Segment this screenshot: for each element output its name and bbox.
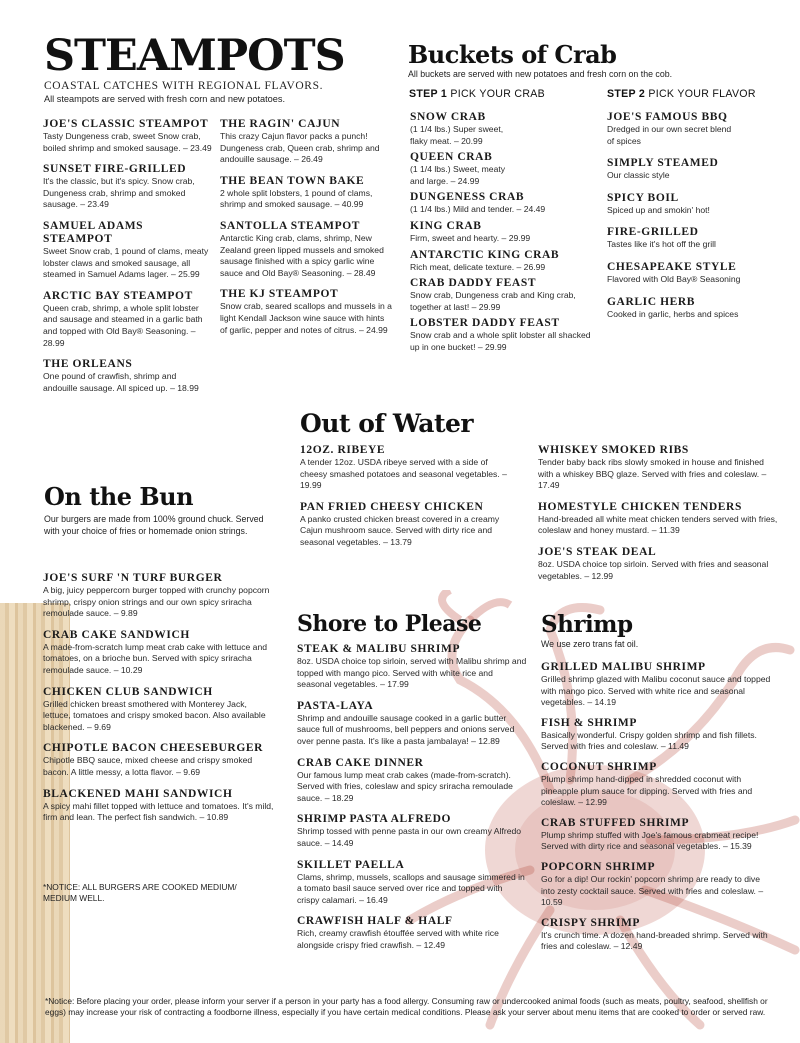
item-desc: Plump shrimp hand-dipped in shredded coconut with pineapple plum sauce for dipping. Served with fries and coleslaw. – 12.99 — [541, 773, 753, 808]
item-desc: 8oz. USDA choice top sirloin, served with Malibu shrimp and topped with mango pico. Served with white rice and seasonal vegetables. – 17.99 — [297, 656, 527, 690]
buckets-title: Buckets of Crab — [408, 40, 617, 69]
item-desc: Grilled chicken breast smothered with Monterey Jack, lettuce, tomatoes and crispy smoked bacon. Also available blackened. – 9.69 — [43, 698, 266, 732]
item-name: SAMUEL ADAMS STEAMPOT — [43, 219, 144, 245]
item-name: JOE'S SURF 'N TURF BURGER — [43, 572, 223, 584]
buckets-note: All buckets are served with new potatoes and fresh corn on the cob. — [408, 69, 673, 79]
item-name: CHESAPEAKE STYLE — [607, 260, 737, 273]
item-desc: Rich, creamy crawfish étouffée served with white rice alongside crispy fried crawfish. – 12.49 — [297, 928, 499, 950]
item-desc: A panko crusted chicken breast covered in a creamy Cajun mushroom sauce. Served with dirty rice and seasonal vegetables. – 13.79 — [300, 513, 500, 547]
item-name: HOMESTYLE CHICKEN TENDERS — [538, 500, 742, 513]
menu-item — [541, 861, 776, 909]
item-name: THE KJ STEAMPOT — [220, 288, 339, 301]
buckets-header — [408, 42, 788, 80]
steampots-header — [44, 31, 394, 105]
item-name: THE RAGIN' CAJUN — [220, 118, 341, 130]
menu-item — [538, 546, 778, 582]
item-desc: Sweet Snow crab, 1 pound of clams, meaty lobster claws and smoked sausage, all steamed in Samuel Adams lager. – 25.99 — [43, 245, 209, 280]
item-desc: (1 1/4 lbs.) Super sweet, flaky meat. – 20.99 — [410, 124, 504, 146]
item-name: JOE'S CLASSIC STEAMPOT — [43, 118, 209, 130]
step-1-bold: STEP 1 — [409, 88, 448, 100]
item-name: FISH & SHRIMP — [541, 716, 637, 729]
item-name: GARLIC HERB — [607, 295, 696, 308]
menu-item — [410, 277, 600, 313]
menu-item — [607, 157, 787, 182]
step-2-text: PICK YOUR FLAVOR — [648, 88, 756, 100]
item-name: ANTARCTIC KING CRAB — [410, 248, 560, 261]
menu-item — [410, 317, 600, 353]
shrimp-header — [541, 612, 781, 650]
item-desc: Snow crab, seared scallops and mussels in a light Kendall Jackson wine sauce with hints of garlic, pepper and notes of citrus. – 24.99 — [220, 301, 392, 335]
steampots-note: All steampots are served with fresh corn and new potatoes. — [44, 94, 286, 104]
item-name: SPICY BOIL — [607, 191, 679, 204]
item-name: SHRIMP PASTA ALFREDO — [297, 813, 452, 826]
item-name: CRAWFISH HALF & HALF — [297, 915, 453, 928]
item-desc: It's the classic, but it's spicy. Snow crab, Dungeness crab, shrimp and smoked sausage. – 23.49 — [43, 176, 195, 210]
menu-item — [300, 501, 510, 549]
menu-item — [607, 261, 787, 286]
item-desc: Tasty Dungeness crab, sweet Snow crab, boiled shrimp and smoked sausage. – 23.49 — [43, 131, 212, 153]
item-name: 12OZ. RIBEYE — [300, 444, 386, 456]
item-name: PASTA-LAYA — [297, 699, 374, 712]
item-desc: This crazy Cajun flavor packs a punch! Dungeness crab, Queen crab, shrimp and andouille sausage. – 26.49 — [220, 131, 380, 165]
item-name: GRILLED MALIBU SHRIMP — [541, 661, 706, 673]
item-name: SANTOLLA STEAMPOT — [220, 219, 361, 232]
menu-item — [607, 296, 787, 321]
item-desc: Chipotle BBQ sauce, mixed cheese and crispy smoked bacon. A little messy, a lotta flavor. – 9.69 — [43, 755, 253, 777]
item-desc: Tastes like it's hot off the grill — [607, 239, 716, 250]
menu-item — [43, 686, 275, 734]
burger-notice: *NOTICE: ALL BURGERS ARE COOKED MEDIUM/ MEDIUM WELL. — [43, 882, 237, 904]
menu-item — [43, 629, 275, 677]
item-name: WHISKEY SMOKED RIBS — [538, 444, 689, 456]
item-desc: Flavored with Old Bay® Seasoning — [607, 273, 741, 284]
item-name: CRAB CAKE DINNER — [297, 756, 424, 769]
item-desc: Spiced up and smokin' hot! — [607, 204, 710, 215]
menu-item — [607, 226, 787, 251]
item-name: SKILLET PAELLA — [297, 858, 405, 871]
shore-title: Shore to Please — [297, 611, 482, 637]
item-desc: 2 whole split lobsters, 1 pound of clams, shrimp and smoked sausage. – 40.99 — [220, 187, 373, 210]
menu-item — [541, 917, 776, 953]
menu-item — [297, 757, 527, 805]
menu-item — [300, 444, 510, 492]
item-name: POPCORN SHRIMP — [541, 860, 656, 873]
menu-item — [538, 444, 778, 492]
menu-item — [297, 643, 527, 691]
out-of-water-column-2 — [538, 444, 778, 591]
menu-item — [220, 288, 392, 336]
item-name: CRAB DADDY FEAST — [410, 277, 537, 290]
menu-item — [297, 915, 527, 951]
menu-item — [541, 717, 776, 753]
menu-item — [220, 175, 392, 211]
item-desc: 8oz. USDA choice top sirloin. Served with fries and seasonal vegetables. – 12.99 — [538, 558, 769, 581]
on-the-bun-title: On the Bun — [44, 482, 194, 511]
item-desc: Shrimp tossed with penne pasta in our own creamy Alfredo sauce. – 14.49 — [297, 826, 522, 848]
item-name: CRAB CAKE SANDWICH — [43, 628, 190, 641]
menu-item — [43, 742, 275, 778]
item-desc: Snow crab, Dungeness crab and King crab, together at last! – 29.99 — [410, 290, 576, 312]
step-1-text: PICK YOUR CRAB — [450, 88, 546, 100]
item-desc: Cooked in garlic, herbs and spices — [607, 308, 739, 319]
out-of-water-column-1 — [300, 444, 510, 558]
item-desc: Hand-breaded all white meat chicken tenders served with fries, coleslaw and honey mustard. – 11.39 — [538, 513, 778, 536]
menu-item — [541, 761, 776, 809]
menu-item — [43, 118, 213, 154]
item-name: THE ORLEANS — [43, 358, 133, 371]
menu-item — [43, 163, 213, 211]
menu-item — [220, 118, 392, 166]
item-name: JOE'S FAMOUS BBQ — [607, 111, 728, 123]
item-desc: Queen crab, shrimp, a whole split lobster and sausage and steamed in a garlic bath and topped with Old Bay® Seasoning. – 28.99 — [43, 302, 203, 348]
menu-item — [43, 358, 213, 394]
menu-item — [410, 220, 600, 245]
menu-item — [410, 249, 600, 274]
menu-item — [43, 788, 275, 824]
steampots-subtitle: COASTAL CATCHES WITH REGIONAL FLAVORS. — [44, 80, 324, 92]
menu-item — [297, 859, 527, 907]
item-desc: Rich meat, delicate texture. – 26.99 — [410, 261, 546, 272]
steampots-column-2 — [220, 118, 392, 345]
item-name: COCONUT SHRIMP — [541, 760, 657, 773]
on-the-bun-note: Our burgers are made from 100% ground chuck. Served with your choice of fries or homemade onion strings. — [44, 514, 264, 536]
item-name: SIMPLY STEAMED — [607, 157, 719, 170]
item-name: STEAK & MALIBU SHRIMP — [297, 643, 461, 655]
item-desc: Basically wonderful. Crispy golden shrimp and fish fillets. Served with fries and coleslaw. – 11.49 — [541, 729, 757, 752]
item-desc: A made-from-scratch lump meat crab cake with lettuce and tomatoes, on a brioche bun. Served with spicy sriracha remoulade sauce. – 10.29 — [43, 641, 268, 675]
step-1-label — [409, 88, 545, 100]
step-2-label — [607, 88, 756, 100]
item-desc: Snow crab and a whole split lobster all shacked up in one bucket! – 29.99 — [410, 330, 591, 352]
shore-items — [297, 643, 527, 961]
step-2-bold: STEP 2 — [607, 88, 646, 100]
allergy-notice: *Notice: Before placing your order, please inform your server if a person in your party has a food allergy. Consuming raw or undercooked animal foods (such as meats, poultry, seafood, shellfish or eggs) may increase your risk of contracting a foodborne illness, especially if you have certain medical conditions. Please ask your server about menu items that are cooked to order or served raw. — [45, 996, 768, 1018]
menu-item — [410, 191, 600, 216]
item-desc: Shrimp and andouille sausage cooked in a garlic butter sauce full of mushrooms, bell peppers and onions served over penne pasta. It's like a pasta jambalaya! – 12.89 — [297, 712, 515, 746]
menu-item — [541, 817, 776, 853]
menu-item — [538, 501, 778, 537]
menu-item — [541, 661, 776, 709]
item-desc: A tender 12oz. USDA ribeye served with a side of cheesy smashed potatoes and seasonal vegetables. – 19.99 — [300, 457, 507, 491]
item-name: ARCTIC BAY STEAMPOT — [43, 289, 193, 302]
menu-item — [410, 151, 600, 187]
item-desc: Antarctic King crab, clams, shrimp, New Zealand green lipped mussels and smoked sausage finished with a spicy garlic wine sauce and Old Bay® Seasoning. – 28.49 — [220, 232, 384, 278]
item-desc: Grilled shrimp glazed with Malibu coconut sauce and topped with mango pico. Served with white rice and seasonal vegetables. – 14.19 — [541, 674, 771, 708]
item-desc: Dredged in our own secret blend of spices — [607, 124, 732, 146]
item-desc: Our famous lump meat crab cakes (made-from-scratch). Served with fries, coleslaw and spicy sriracha remoulade sauce. – 18.29 — [297, 769, 513, 803]
on-the-bun-items — [43, 572, 275, 833]
item-name: THE BEAN TOWN BAKE — [220, 174, 365, 187]
steampots-title: STEAMPOTS — [44, 31, 345, 81]
item-desc: It's crunch time. A dozen hand-breaded shrimp. Served with fries and coleslaw. – 12.49 — [541, 929, 768, 952]
item-desc: (1 1/4 lbs.) Sweet, meaty and large. – 24.99 — [410, 164, 506, 186]
item-desc: Our classic style — [607, 170, 670, 181]
menu-item — [43, 290, 213, 349]
item-name: JOE'S STEAK DEAL — [538, 545, 657, 558]
item-desc: Go for a dip! Our rockin' popcorn shrimp are ready to dive into zesty cocktail sauce. Served with fries and coleslaw. – 10.59 — [541, 873, 764, 908]
item-name: KING CRAB — [410, 219, 482, 232]
item-name: SUNSET FIRE-GRILLED — [43, 163, 187, 176]
shrimp-note: We use zero trans fat oil. — [541, 639, 639, 649]
flavor-list — [607, 111, 787, 330]
out-of-water-title: Out of Water — [300, 409, 474, 438]
menu-item — [43, 572, 275, 620]
item-desc: Tender baby back ribs slowly smoked in house and finished with a whiskey BBQ glaze. Served with fries and coleslaw. – 17.49 — [538, 457, 767, 491]
item-desc: Clams, shrimp, mussels, scallops and sausage simmered in a tomato basil sauce served over rice and topped with crispy calamari. – 16.49 — [297, 871, 525, 905]
steampots-column-1 — [43, 118, 213, 403]
item-name: CRISPY SHRIMP — [541, 916, 641, 929]
item-name: FIRE-GRILLED — [607, 226, 699, 239]
item-desc: (1 1/4 lbs.) Mild and tender. – 24.49 — [410, 204, 546, 215]
item-name: LOBSTER DADDY FEAST — [410, 317, 560, 330]
shrimp-title: Shrimp — [541, 611, 633, 638]
item-name: QUEEN CRAB — [410, 151, 493, 164]
item-name: CHIPOTLE BACON CHEESEBURGER — [43, 742, 264, 755]
menu-item — [297, 700, 527, 748]
item-name: BLACKENED MAHI SANDWICH — [43, 787, 233, 800]
item-desc: A big, juicy peppercorn burger topped with crunchy popcorn shrimp, crispy onion strings and our own spicy sriracha remoulade sauce. – 9.89 — [43, 585, 270, 619]
item-desc: Firm, sweet and hearty. – 29.99 — [410, 232, 531, 243]
item-name: CRAB STUFFED SHRIMP — [541, 816, 690, 829]
item-desc: One pound of crawfish, shrimp and andouille sausage. All spiced up. – 18.99 — [43, 371, 199, 393]
menu-item — [607, 192, 787, 217]
item-name: SNOW CRAB — [410, 111, 486, 123]
crab-list — [410, 111, 600, 358]
menu-item — [43, 220, 213, 281]
item-desc: Plump shrimp stuffed with Joe's famous crabmeat recipe! Served with dirty rice and seasonal vegetables. – 15.39 — [541, 829, 759, 852]
menu-item — [607, 111, 787, 147]
item-name: CHICKEN CLUB SANDWICH — [43, 685, 213, 698]
item-name: PAN FRIED CHEESY CHICKEN — [300, 500, 484, 513]
menu-item — [410, 111, 600, 147]
shrimp-items — [541, 661, 776, 961]
menu-item — [220, 220, 392, 279]
item-name: DUNGENESS CRAB — [410, 191, 525, 204]
item-desc: A spicy mahi fillet topped with lettuce and tomatoes. It's mild, firm and lean. The perfect fish sandwich. – 10.89 — [43, 800, 274, 823]
menu-item — [297, 813, 527, 849]
on-the-bun-header — [44, 483, 279, 537]
